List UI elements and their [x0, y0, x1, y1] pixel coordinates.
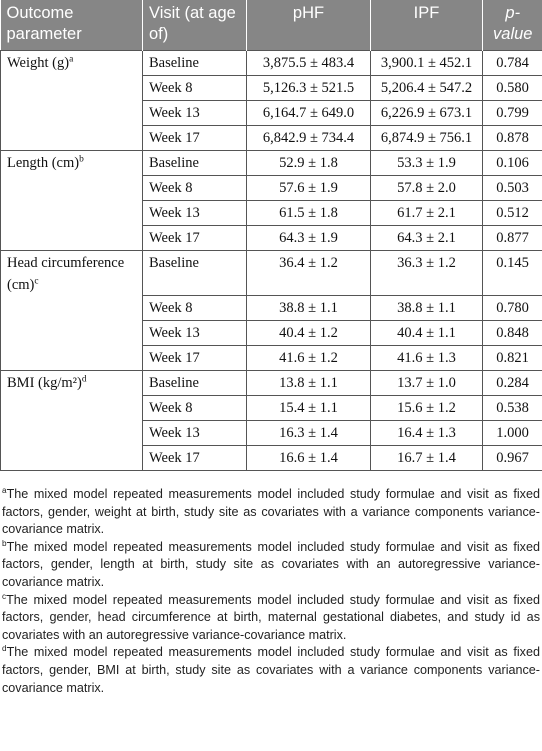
p-value-cell: 0.967	[483, 446, 542, 471]
ipf-cell: 57.8 ± 2.0	[371, 175, 483, 200]
p-value-cell: 0.284	[483, 371, 542, 396]
p-value-cell: 0.503	[483, 175, 542, 200]
table-row	[1, 321, 542, 346]
ipf-cell: 61.7 ± 2.1	[371, 200, 483, 225]
table-row	[1, 396, 542, 421]
visit-cell: Week 17	[143, 225, 247, 250]
p-value-cell: 0.538	[483, 396, 542, 421]
ipf-cell: 6,226.9 ± 673.1	[371, 100, 483, 125]
footnote-text: The mixed model repeated measurements model included study formulae and visit as fixed factors, gender, head circumference at birth, maternal gestational diabetes, and study id as covariates with an autoregressive variance-covariance matrix.	[2, 592, 540, 642]
phf-cell: 6,164.7 ± 649.0	[247, 100, 371, 125]
table-row	[1, 75, 542, 100]
p-value-cell: 0.512	[483, 200, 542, 225]
visit-cell: Week 17	[143, 346, 247, 371]
table-body	[1, 50, 542, 471]
outcome-parameter-label: Head circumference (cm)	[7, 254, 125, 293]
phf-cell: 13.8 ± 1.1	[247, 371, 371, 396]
outcome-parameter-cell	[1, 371, 143, 396]
p-value-cell: 0.877	[483, 225, 542, 250]
footnote-marker: a	[69, 53, 74, 64]
outcome-parameter-cell-empty	[1, 175, 143, 200]
ipf-cell: 40.4 ± 1.1	[371, 321, 483, 346]
footnote-mark: b	[2, 538, 7, 548]
ipf-cell: 36.3 ± 1.2	[371, 250, 483, 296]
visit-cell: Week 13	[143, 200, 247, 225]
footnote	[0, 592, 542, 645]
p-value-cell: 0.784	[483, 50, 542, 75]
footnote-text: The mixed model repeated measurements model included study formulae and visit as fixed factors, gender, length at birth, study site as covariates with an autoregressive variance-covariance matrix.	[2, 539, 540, 589]
footnote-text: The mixed model repeated measurements model included study formulae and visit as fixed factors, gender, BMI at birth, study site as covariates with a variance components variance-covariance matrix.	[2, 645, 540, 695]
table-row	[1, 446, 542, 471]
table-row	[1, 346, 542, 371]
outcome-parameter-cell-empty	[1, 296, 143, 321]
table-row	[1, 200, 542, 225]
footnote-mark: c	[2, 591, 7, 601]
outcome-parameter-cell	[1, 250, 143, 296]
footnote-mark: d	[2, 644, 7, 654]
footnote-marker: b	[79, 153, 84, 164]
phf-cell: 64.3 ± 1.9	[247, 225, 371, 250]
table-row	[1, 371, 542, 396]
visit-cell: Week 13	[143, 321, 247, 346]
header-outcome-parameter: Outcome parameter	[1, 0, 143, 50]
visit-cell: Week 13	[143, 421, 247, 446]
ipf-cell: 15.6 ± 1.2	[371, 396, 483, 421]
ipf-cell: 53.3 ± 1.9	[371, 150, 483, 175]
table-row	[1, 175, 542, 200]
table-row	[1, 421, 542, 446]
table-row	[1, 225, 542, 250]
p-value-cell: 0.878	[483, 125, 542, 150]
outcome-parameter-label: Length (cm)	[7, 154, 80, 171]
footnote-marker: c	[34, 275, 39, 286]
table-row	[1, 296, 542, 321]
footnotes	[0, 486, 542, 697]
phf-cell: 16.6 ± 1.4	[247, 446, 371, 471]
phf-cell: 6,842.9 ± 734.4	[247, 125, 371, 150]
outcome-parameter-cell-empty	[1, 100, 143, 125]
p-value-cell: 0.821	[483, 346, 542, 371]
visit-cell: Week 8	[143, 175, 247, 200]
ipf-cell: 64.3 ± 2.1	[371, 225, 483, 250]
footnote	[0, 539, 542, 592]
table-row	[1, 150, 542, 175]
p-value-cell: 0.848	[483, 321, 542, 346]
phf-cell: 15.4 ± 1.1	[247, 396, 371, 421]
visit-cell: Baseline	[143, 371, 247, 396]
visit-cell: Week 13	[143, 100, 247, 125]
outcome-parameter-cell-empty	[1, 200, 143, 225]
visit-cell: Week 8	[143, 396, 247, 421]
outcome-parameter-cell-empty	[1, 421, 143, 446]
table-row	[1, 250, 542, 296]
outcome-parameter-cell-empty	[1, 346, 143, 371]
p-value-cell: 0.799	[483, 100, 542, 125]
header-ipf: IPF	[371, 0, 483, 50]
phf-cell: 38.8 ± 1.1	[247, 296, 371, 321]
ipf-cell: 13.7 ± 1.0	[371, 371, 483, 396]
outcome-parameter-label: Weight (g)	[7, 54, 70, 71]
phf-cell: 41.6 ± 1.2	[247, 346, 371, 371]
table-row	[1, 125, 542, 150]
visit-cell: Week 17	[143, 125, 247, 150]
table-row	[1, 50, 542, 75]
outcome-parameter-label: BMI (kg/m²)	[7, 375, 82, 391]
outcome-parameter-cell-empty	[1, 225, 143, 250]
p-value-cell: 0.580	[483, 75, 542, 100]
table-row	[1, 100, 542, 125]
outcome-parameter-cell-empty	[1, 125, 143, 150]
p-value-cell: 0.145	[483, 250, 542, 296]
visit-cell: Baseline	[143, 250, 247, 296]
header-row	[1, 0, 542, 50]
p-value-cell: 0.106	[483, 150, 542, 175]
ipf-cell: 3,900.1 ± 452.1	[371, 50, 483, 75]
ipf-cell: 38.8 ± 1.1	[371, 296, 483, 321]
p-value-cell: 1.000	[483, 421, 542, 446]
header-phf: pHF	[247, 0, 371, 50]
outcome-parameter-cell-empty	[1, 446, 143, 471]
phf-cell: 40.4 ± 1.2	[247, 321, 371, 346]
visit-cell: Baseline	[143, 150, 247, 175]
outcome-parameter-cell-empty	[1, 321, 143, 346]
visit-cell: Week 8	[143, 296, 247, 321]
footnote	[0, 644, 542, 697]
phf-cell: 57.6 ± 1.9	[247, 175, 371, 200]
ipf-cell: 16.4 ± 1.3	[371, 421, 483, 446]
phf-cell: 16.3 ± 1.4	[247, 421, 371, 446]
outcome-parameter-cell	[1, 150, 143, 175]
footnote-mark: a	[2, 486, 7, 496]
p-value-cell: 0.780	[483, 296, 542, 321]
outcome-parameter-cell-empty	[1, 75, 143, 100]
footnote-text: The mixed model repeated measurements model included study formulae and visit as fixed factors, gender, weight at birth, study site as covariates with a variance components variance-covariance matrix.	[2, 487, 540, 537]
visit-cell: Baseline	[143, 50, 247, 75]
phf-cell: 36.4 ± 1.2	[247, 250, 371, 296]
visit-cell: Week 8	[143, 75, 247, 100]
header-p-value	[483, 0, 542, 50]
phf-cell: 61.5 ± 1.8	[247, 200, 371, 225]
outcome-parameter-cell	[1, 50, 143, 75]
phf-cell: 3,875.5 ± 483.4	[247, 50, 371, 75]
phf-cell: 5,126.3 ± 521.5	[247, 75, 371, 100]
phf-cell: 52.9 ± 1.8	[247, 150, 371, 175]
header-visit: Visit (at age of)	[143, 0, 247, 50]
footnote	[0, 486, 542, 539]
ipf-cell: 41.6 ± 1.3	[371, 346, 483, 371]
ipf-cell: 5,206.4 ± 547.2	[371, 75, 483, 100]
outcome-parameter-cell-empty	[1, 396, 143, 421]
visit-cell: Week 17	[143, 446, 247, 471]
footnote-marker: d	[81, 374, 87, 385]
ipf-cell: 6,874.9 ± 756.1	[371, 125, 483, 150]
header-p-value-text: p-value	[493, 4, 533, 43]
ipf-cell: 16.7 ± 1.4	[371, 446, 483, 471]
